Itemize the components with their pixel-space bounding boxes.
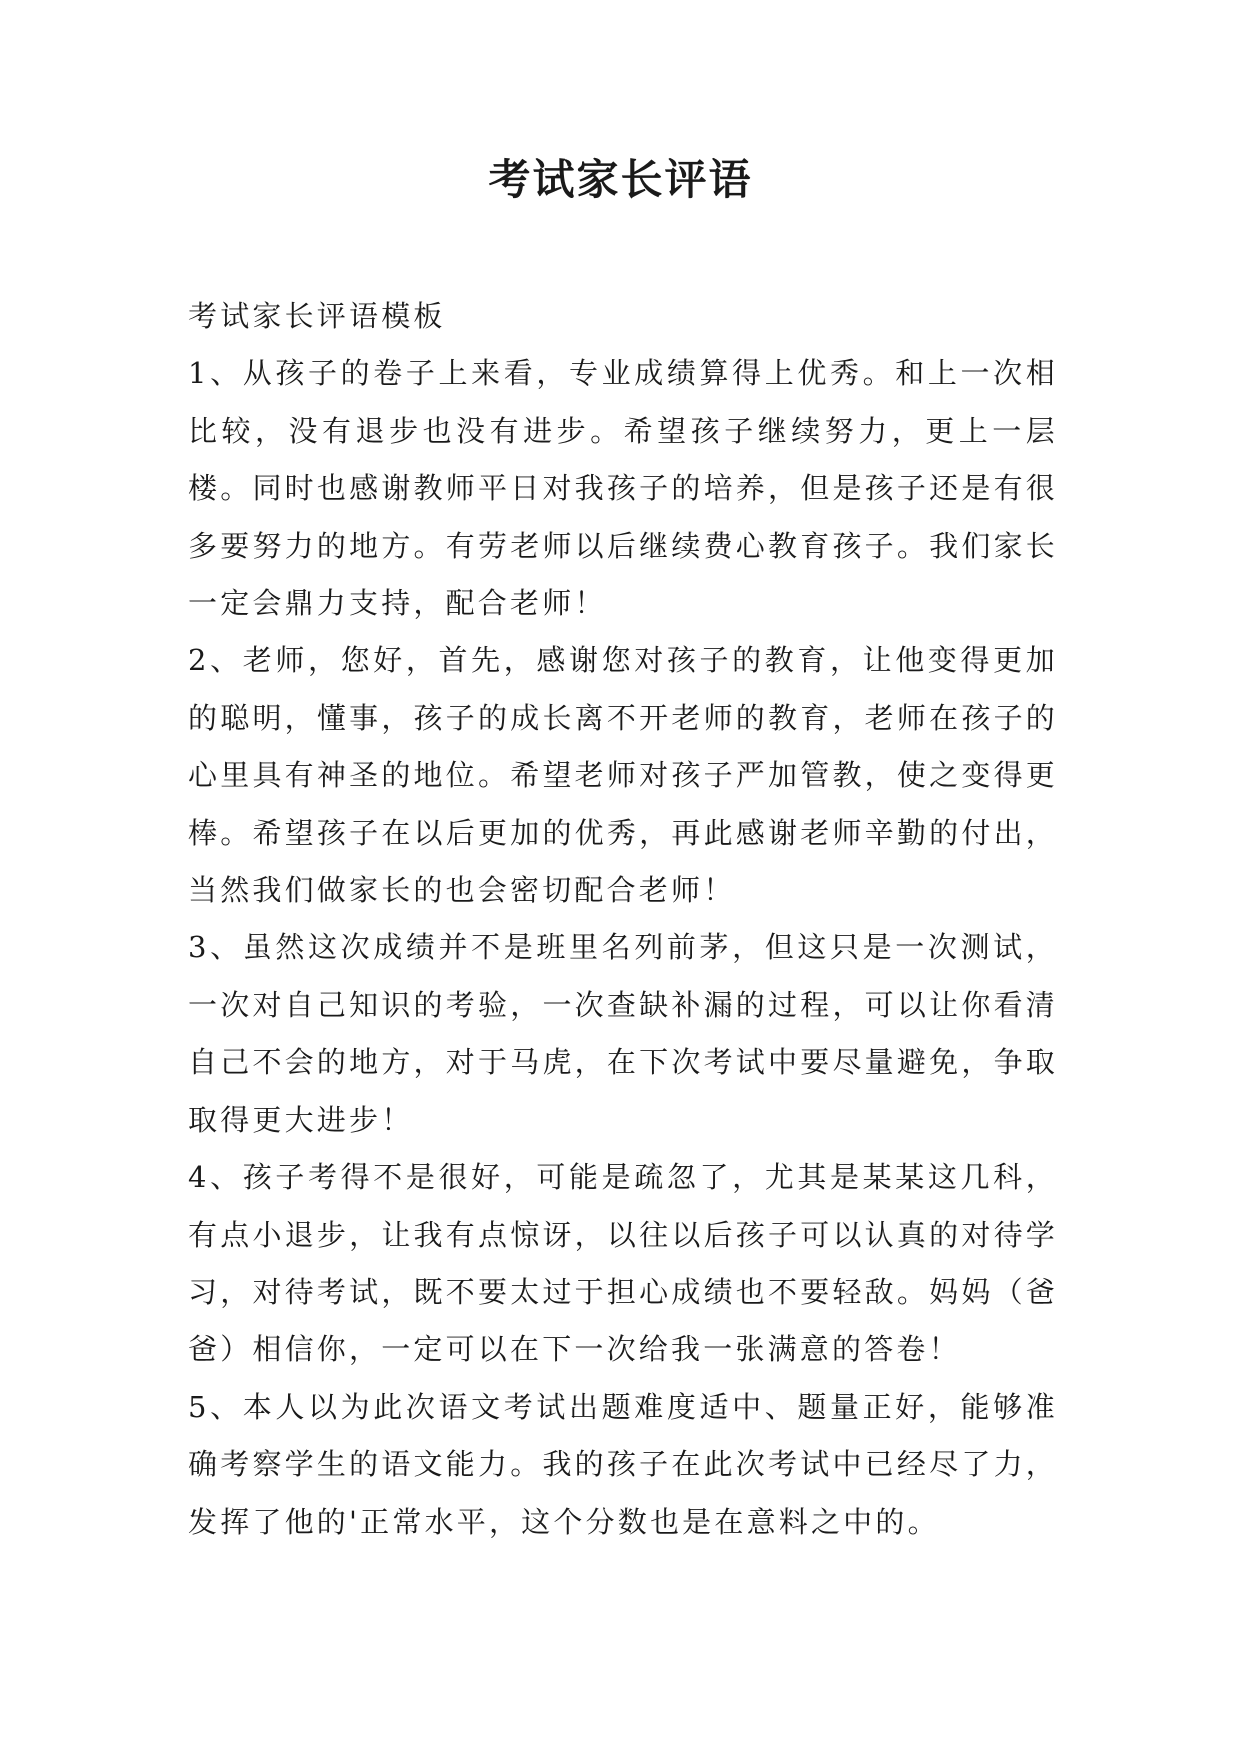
document-subtitle: 考试家长评语模板 <box>188 299 446 333</box>
paragraph-5: 5、本人以为此次语文考试出题难度适中、题量正好，能够准确考察学生的语文能力。我的孩子在此次考试中已经尽了力，发挥了他的'正常水平，这个分数也是在意料之中的。 <box>188 1389 1058 1539</box>
paragraph-1: 1、从孩子的卷子上来看，专业成绩算得上优秀。和上一次相比较，没有退步也没有进步。希望孩子继续努力，更上一层楼。同时也感谢教师平日对我孩子的培养，但是孩子还是有很多要努力的地方。有劳老师以后继续费心教育孩子。我们家长一定会鼎力支持，配合老师！ <box>188 356 1058 621</box>
paragraph-2: 2、老师，您好，首先，感谢您对孩子的教育，让他变得更加的聪明，懂事，孩子的成长离不开老师的教育，老师在孩子的心里具有神圣的地位。希望老师对孩子严加管教，使之变得更棒。希望孩子在以后更加的优秀，再此感谢老师辛勤的付出，当然我们做家长的也会密切配合老师！ <box>188 643 1058 908</box>
document-body <box>188 288 1058 1551</box>
paragraph-4: 4、孩子考得不是很好，可能是疏忽了，尤其是某某这几科，有点小退步，让我有点惊讶，以往以后孩子可以认真的对待学习，对待考试，既不要太过于担心成绩也不要轻敌。妈妈（爸爸）相信你，一定可以在下一次给我一张满意的答卷！ <box>188 1160 1058 1367</box>
document-title: 考试家长评语 <box>488 155 753 204</box>
paragraph-3: 3、虽然这次成绩并不是班里名列前茅，但这只是一次测试，一次对自己知识的考验，一次查缺补漏的过程，可以让你看清自己不会的地方，对于马虎，在下次考试中要尽量避免，争取取得更大进步！ <box>188 930 1058 1137</box>
